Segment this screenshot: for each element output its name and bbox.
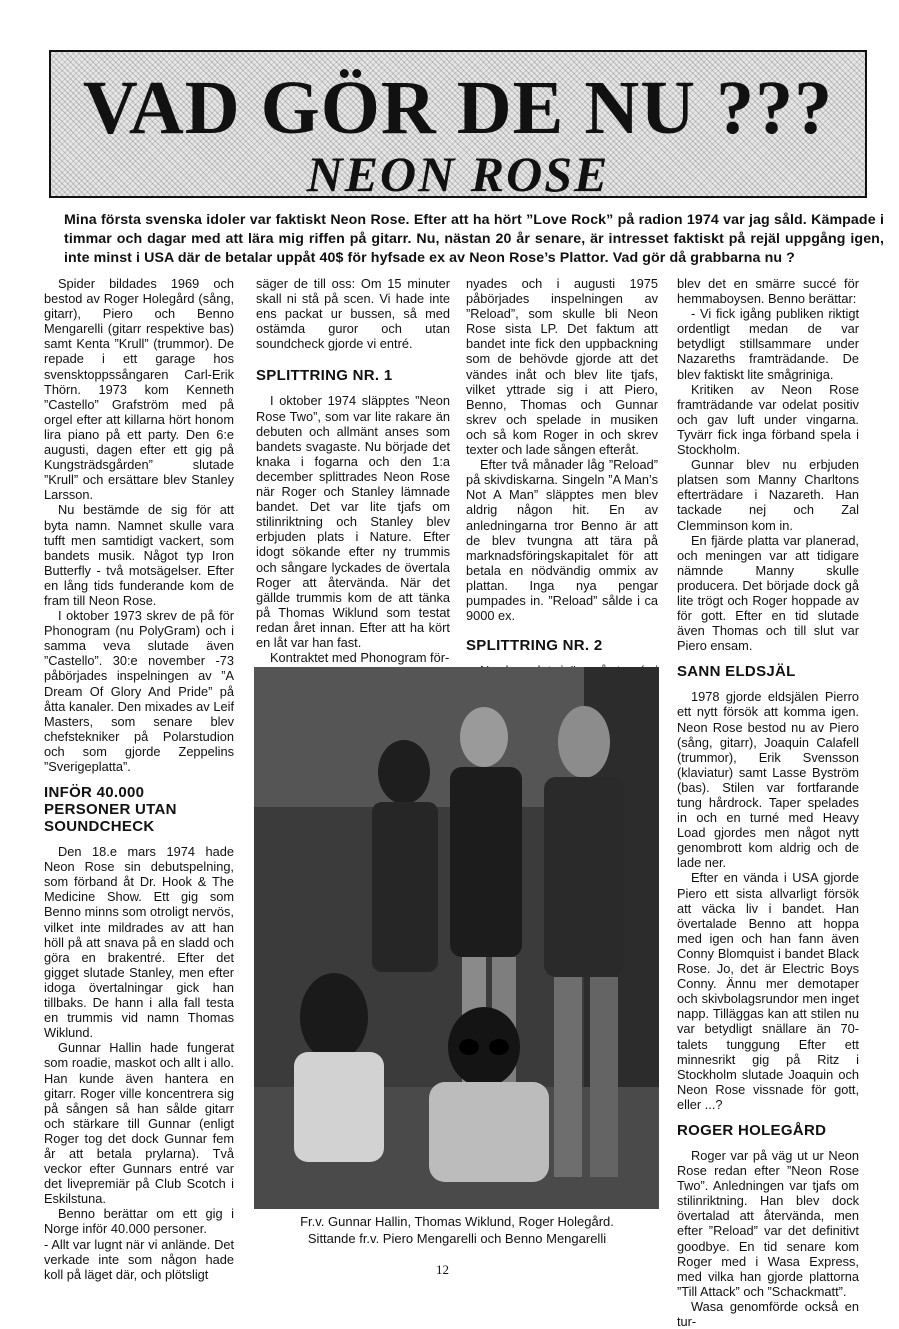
paragraph: I oktober 1974 släpptes ”Neon Rose Two”, som var lite rakare än debuten och allmänt anses som bandets svagaste. Nu började det knaka i fogarna och den 1:a december splittrades Neon Rose när Roger och Stanley lämnade bandet. Det var lite tjafs om stilinriktning och Stanley blev erbjuden plats i Nature. Efter idogt sökande efter ny trummis och sångare lyckades de övertala Roger att återvända. När det gällde trummis kom de att tänka på Thomas Wiklund som testat redan året innan. Efter att ha kört en låt var han fast. — [256, 393, 450, 650]
paragraph: Efter en vända i USA gjorde Piero ett sista allvarligt försök att väcka liv i bandet. Han övertalade Benno att hoppa med igen och han fann även Conny Blomquist i bandet Black Rose. Jo, det är Electric Boys Conny. Ännu mer demotaper och skivbolagsrundor men inget napp. Tilläggas kan att stilen nu var betydligt snällare än 70-talets tunggung Efter ett minnesrikt gig på Ritz i Stockholm slutade Joaquin och Neon Rose vissnade för gott, eller ...? — [677, 870, 859, 1112]
page-number: 12 — [436, 1262, 449, 1277]
paragraph: säger de till oss: Om 15 minuter skall ni stå på scen. Vi hade inte ens packat ur bussen, så med ostämda guror och utan soundcheck gjorde vi entré. — [256, 276, 450, 352]
paragraph: Nu bestämde de sig för att byta namn. Namnet skulle vara tufft men samtidigt vackert, som bandets musik. Något typ Iron Butterfly - två motsägelser. Efter en lång tids funderande kom de fram till Neon Rose. — [44, 502, 234, 608]
paragraph: 1978 gjorde eldsjälen Pierro ett nytt försök att komma igen. Neon Rose bestod nu av Piero (sång, gitarr), Joaquin Calafell (trummor), Erik Svensson (klaviatur) samt Lasse Byström (bas). Stilen var fortfarande tung hårdrock. Taper spelades in och en turné med Heavy Load gjordes men något nytt genombrott kom aldrig och de lade ner. — [677, 689, 859, 871]
article-column-1 — [44, 276, 234, 1282]
paragraph: Efter två månader låg ”Reload” på skivdiskarna. Singeln ”A Man’s Not A Man” släpptes men blev aldrig någon hit. En av anledningarna tror Benno är att de blev tvungna att tära på marknadsföringskapitalet för att betala en nödvändig ommix av plattan. Inga nya pengar pumpades in. ”Reload” sålde i ca 9000 ex. — [466, 457, 658, 624]
caption-line-1: Fr.v. Gunnar Hallin, Thomas Wiklund, Roger Holegård. — [300, 1214, 614, 1229]
paragraph: I oktober 1973 skrev de på för Phonogram (nu PolyGram) och i samma veva slutade även ”Castello”. 30:e november -73 påbörjades inspelningen av ”A Dream Of Glory And Pride” på åtta kanaler. Den mixades av Leif Masters, som senare blev chefstekniker på Polarstudion och som gjorde Zeppelins ”Sverigeplatta”. — [44, 608, 234, 774]
section-heading: SPLITTRING NR. 1 — [256, 367, 393, 385]
paragraph: Den 18.e mars 1974 hade Neon Rose sin debutspelning, som förband åt Dr. Hook & The Medicine Show. Ett gig som Benno minns som otroligt nervös, vilket inte mildrades av att han höll på att snava på en sladd och göra en brakentré. Efter det gigget slutade Stanley, men efter idoga övertalningar gick han tillbaks. De hann i alla fall testa en trummis vid namn Thomas Wiklund. — [44, 844, 234, 1041]
photo-caption — [262, 1213, 652, 1247]
paragraph: Benno berättar om ett gig i Norge inför 40.000 personer. — [44, 1206, 234, 1237]
intro-paragraph: Mina första svenska idoler var faktiskt Neon Rose. Efter att ha hört ”Love Rock” på radion 1974 var jag såld. Kämpade i timmar och dagar med att lära mig riffen på gitarr. Nu, nästan 20 år senare, är intresset faktiskt på rejäl uppgång igen, inte minst i USA där de betalar uppåt 40$ för hyfsade ex av Neon Rose’s Plattor. Vad gör då grabbarna nu ? — [64, 212, 884, 266]
article-column-3 — [466, 276, 658, 708]
section-heading: INFÖR 40.000 PERSONER UTAN SOUNDCHECK — [44, 784, 177, 836]
band-photo — [254, 667, 659, 1209]
paragraph: En fjärde platta var planerad, och meningen var att tidigare nämnde Manny skulle producera. Det började dock gå lite trögt och Roger hoppade av för gott. Efter en tid slutade även Thomas och till slut var Piero ensam. — [677, 532, 859, 654]
page-title: VAD GÖR DE NU ??? — [82, 66, 834, 150]
section-heading: ROGER HOLEGÅRD — [677, 1121, 827, 1139]
band-photo-illustration — [254, 667, 659, 1209]
article-column-4 — [677, 276, 859, 1329]
paragraph: Gunnar blev nu erbjuden platsen som Manny Charltons efterträdare i Nazareth. Han tackade nej och Zal Clemminson kom in. — [677, 457, 859, 533]
section-heading: SANN ELDSJÄL — [677, 663, 796, 681]
paragraph: Roger var på väg ut ur Neon Rose redan efter ”Neon Rose Two”. Anledningen var tjafs om stilinriktning. Han blev dock övertalad att återvända, men efter ”Reload” var det definitivt goodbye. En tid senare kom Roger med i Wasa Express, med vilka han gjorde plattorna ”Till Attack” och ”Schackmatt”. — [677, 1147, 859, 1299]
page-subtitle: NEON ROSE — [306, 146, 610, 202]
masthead-banner — [49, 50, 867, 202]
section-heading: SPLITTRING NR. 2 — [466, 637, 603, 655]
paragraph: - Allt var lugnt när vi anlände. Det verkade inte som någon hade koll på läget där, och plötsligt — [44, 1236, 234, 1282]
paragraph: blev det en smärre succé för hemmaboysen. Benno berättar: — [677, 276, 859, 307]
paragraph: Gunnar Hallin hade fungerat som roadie, maskot och allt i allo. Han kunde även hantera en gitarr. Roger ville koncentrera sig på sången så han sålde gitarr och stärkare till Gunnar (enligt Roger tog det dock Gunnar fem år att betala prylarna). Två veckor efter Gunnars entré var det livepremiär på Club Scotch i Eskilstuna. — [44, 1040, 234, 1207]
paragraph: - Vi fick igång publiken riktigt ordentligt medan de var betydligt stillsammare under Nazareths framträdande. De blev faktiskt lite smågriniga. — [677, 306, 859, 382]
caption-line-2: Sittande fr.v. Piero Mengarelli och Benno Mengarelli — [307, 1231, 607, 1246]
paragraph: Wasa genomförde också en tur- — [677, 1298, 859, 1329]
paragraph: Kritiken av Neon Rose framträdande var odelat positiv och gav luft under vingarna. Tyvärr fick inga förband spela i Stockholm. — [677, 381, 859, 458]
article-column-2 — [256, 276, 450, 665]
paragraph: Kontraktet med Phonogram för- — [270, 650, 450, 666]
paragraph: nyades och i augusti 1975 påbörjades inspelningen av ”Reload”, som skulle bli Neon Rose sista LP. Det faktum att bandet inte fick den uppbackning som de behövde gjorde att det vändes inåt och blev lite tjafs, vilket yttrade sig i att Piero, Benno, Thomas och Gunnar skrev och spelade in musiken och så kom Roger in och skrev texter och lade sången efteråt. — [466, 276, 658, 458]
paragraph: Spider bildades 1969 och bestod av Roger Holegård (sång, gitarr), Piero och Benno Mengarelli (gitarr respektive bas) samt Kenta ”Krull” (trummor). De repade i ett garage hos svensktoppssångaren Carl-Erik Thörn. 1973 kom Kenneth ”Castello” Grafström med på orgel efter att killarna hört honom lira piano på ett party. Den 6:e augusti, dagen efter ett gig på Kungsträdsgården” slutade ”Krull” och ersättare blev Stanley Larsson. — [44, 276, 234, 503]
